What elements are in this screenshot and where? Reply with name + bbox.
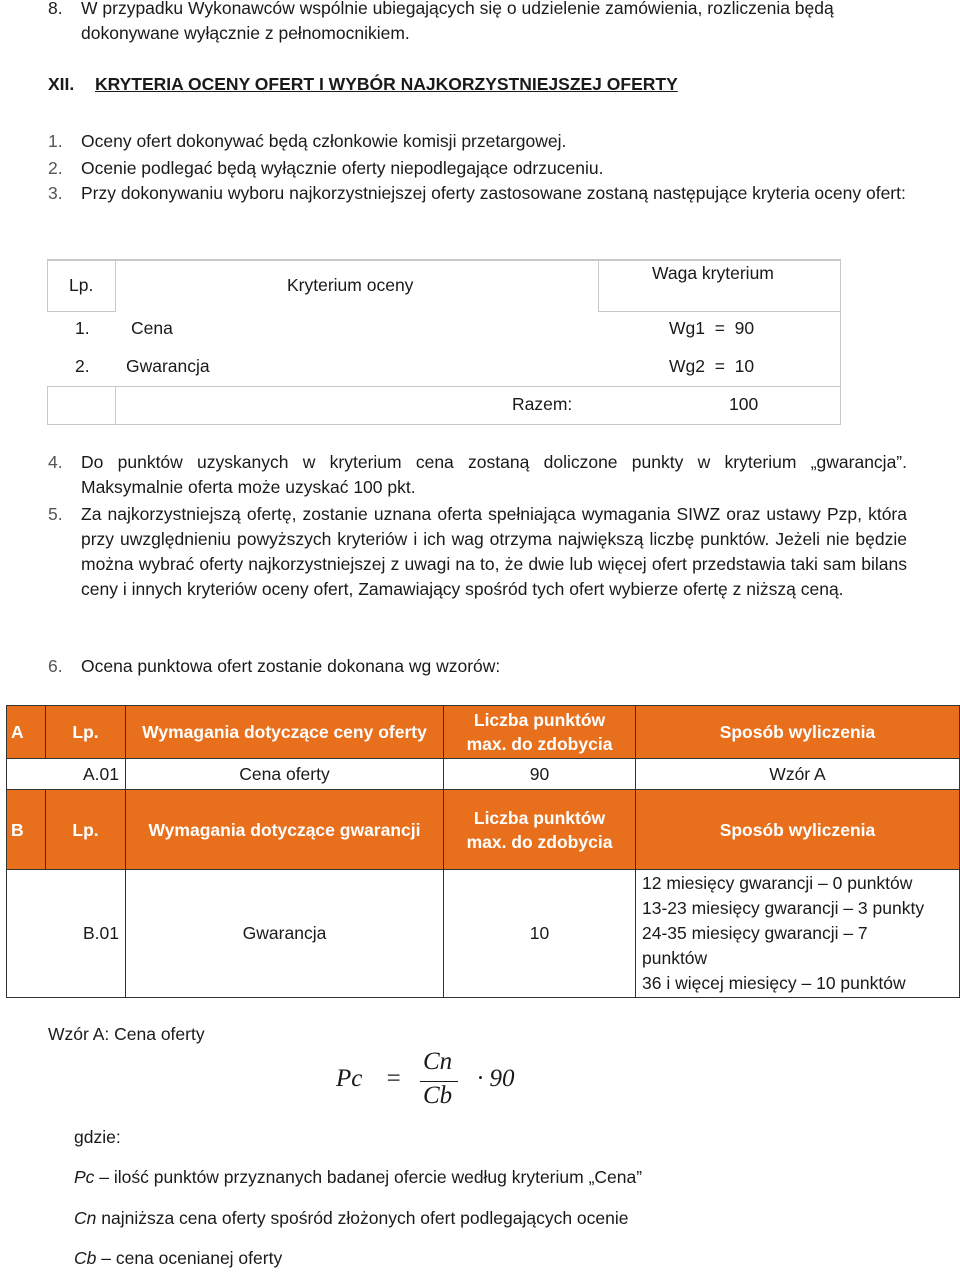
table-a-points-line2: max. do zdobycia xyxy=(466,734,613,754)
item8-line2: dokonywane wyłącznie z pełnomocnikiem. xyxy=(81,23,410,43)
formula-title: Wzór A: Cena oferty xyxy=(48,1024,205,1044)
point5-number: 5. xyxy=(48,504,63,524)
table-b-method-line: 24-35 miesięcy gwarancji – 7 xyxy=(642,923,868,943)
criteria-head-lp: Lp. xyxy=(69,275,94,295)
table-b-head-lp: Lp. xyxy=(46,790,126,870)
formula-def-sym: Cb xyxy=(74,1248,97,1268)
table-a-head-method: Sposób wyliczenia xyxy=(636,706,960,759)
table-a xyxy=(6,705,960,790)
table-b-head-method: Sposób wyliczenia xyxy=(636,790,960,870)
criteria-row2-weight: Wg2 = 10 xyxy=(669,356,755,376)
point2-text: Ocenie podlegać będą wyłącznie oferty niepodlegające odrzuceniu. xyxy=(81,158,604,178)
criteria-total-label: Razem: xyxy=(512,394,573,414)
point5-text: Za najkorzystniejszą ofertę, zostanie uznana oferta spełniająca wymagania SIWZ oraz ustawy Pzp, która przy uwzględnieniu powyższych kryteriów i ich wag otrzyma największą liczbę punktów. Jeżeli nie będzie można wybrać oferty najkorzystniejszej z uwagi na to, że dwie lub więcej ofert przedstawia taki sam bilans ceny i innych kryteriów oceny ofert, Zamawiający spośród tych ofert wybierze ofertę z niższą ceną. xyxy=(81,504,907,599)
table-a-head-requirement: Wymagania dotyczące ceny oferty xyxy=(126,706,444,759)
table-b-method-line: punktów xyxy=(642,948,708,968)
table-a-row-code: A.01 xyxy=(7,759,126,790)
table-a-row-name: Cena oferty xyxy=(126,759,444,790)
table-a-points-line1: Liczba punktów xyxy=(473,710,606,730)
item8-line1: W przypadku Wykonawców wspólnie ubiegających się o udzielenie zamówienia, rozliczenia będą xyxy=(81,0,834,18)
formula-def-pc xyxy=(74,1165,642,1190)
formula-def-cn xyxy=(74,1206,629,1231)
formula-where: gdzie: xyxy=(74,1127,121,1147)
criteria-row2-lp: 2. xyxy=(75,356,90,376)
table-a-head-lp: Lp. xyxy=(46,706,126,759)
table-b-points-line2: max. do zdobycia xyxy=(466,831,613,852)
point3-number: 3. xyxy=(48,183,63,203)
criteria-row1-weight: Wg1 = 90 xyxy=(669,318,755,338)
formula-def-sym: Pc xyxy=(74,1167,95,1187)
criteria-total-value: 100 xyxy=(729,394,759,414)
point1-number: 1. xyxy=(48,131,63,151)
criteria-row1-lp: 1. xyxy=(75,318,90,338)
table-a-row-method: Wzór A xyxy=(636,759,960,790)
table-b-head-requirement: Wymagania dotyczące gwarancji xyxy=(126,790,444,870)
section-number: XII. xyxy=(48,74,75,94)
table-b-row-method xyxy=(636,870,960,998)
table-a-head-points xyxy=(444,706,636,759)
table-b xyxy=(6,789,960,998)
table-b-method-line: 12 miesięcy gwarancji – 0 punktów xyxy=(642,873,913,893)
item8-number: 8. xyxy=(48,0,63,18)
table-b-method-line: 13-23 miesięcy gwarancji – 3 punkty xyxy=(642,898,925,918)
table-b-row-points: 10 xyxy=(444,870,636,998)
point6-number: 6. xyxy=(48,656,63,676)
table-a-row-points: 90 xyxy=(444,759,636,790)
criteria-table xyxy=(47,259,841,425)
criteria-row2-name: Gwarancja xyxy=(126,356,210,376)
formula-lhs: Pc xyxy=(336,1065,363,1092)
point2-number: 2. xyxy=(48,158,63,178)
formula-numerator: Cn xyxy=(423,1048,453,1075)
formula-def-sym: Cn xyxy=(74,1208,97,1228)
formula-def-text: najniższa cena oferty spośród złożonych ofert podlegających ocenie xyxy=(96,1208,629,1228)
criteria-head-waga: Waga kryterium xyxy=(652,263,774,283)
point6-text: Ocena punktowa ofert zostanie dokonana wg wzorów: xyxy=(81,656,501,676)
table-b-points-line1: Liczba punktów xyxy=(473,807,606,828)
table-b-head-points xyxy=(444,790,636,870)
formula-def-cb xyxy=(74,1246,282,1271)
point1-text: Oceny ofert dokonywać będą członkowie komisji przetargowej. xyxy=(81,131,567,151)
table-b-method-line: 36 i więcej miesięcy – 10 punktów xyxy=(642,973,906,993)
formula-eq: = xyxy=(385,1065,402,1092)
formula-def-text: – ilość punktów przyznanych badanej ofercie według kryterium „Cena” xyxy=(94,1167,643,1187)
table-a-letter: A xyxy=(7,706,46,759)
table-b-row-name: Gwarancja xyxy=(126,870,444,998)
point4-number: 4. xyxy=(48,452,63,472)
criteria-row1-name: Cena xyxy=(131,318,173,338)
criteria-head-kryterium: Kryterium oceny xyxy=(287,275,414,295)
point3-text: Przy dokonywaniu wyboru najkorzystniejszej oferty zastosowane zostaną następujące kryteria oceny ofert: xyxy=(81,183,906,203)
point4-text: Do punktów uzyskanych w kryterium cena zostaną doliczone punkty w kryterium „gwarancja”. Maksymalnie oferta może uzyskać 100 pkt. xyxy=(81,452,907,497)
table-b-letter: B xyxy=(7,790,46,870)
formula-def-text: – cena ocenianej oferty xyxy=(96,1248,283,1268)
formula-denominator: Cb xyxy=(423,1082,453,1109)
formula-multiplier: · 90 xyxy=(477,1065,515,1092)
table-b-row-code: B.01 xyxy=(7,870,126,998)
section-title: KRYTERIA OCENY OFERT I WYBÓR NAJKORZYSTNIEJSZEJ OFERTY xyxy=(95,74,678,94)
